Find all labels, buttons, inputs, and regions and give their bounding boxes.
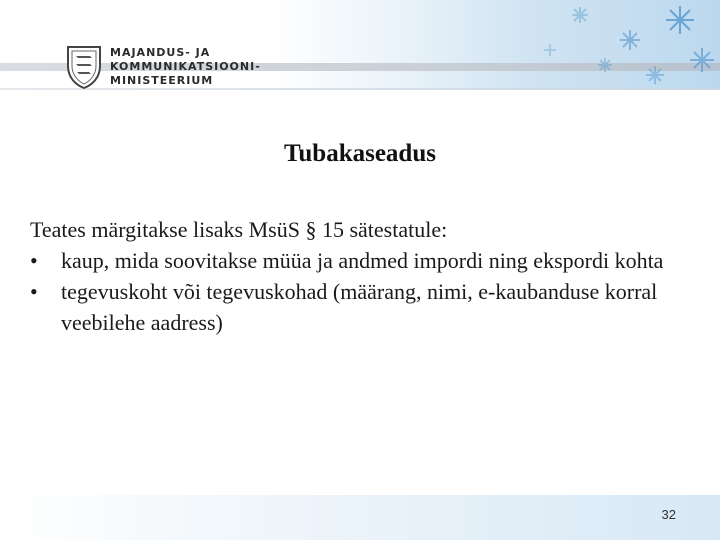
- bullet-text: kaup, mida soovitakse müüa ja andmed impordi ning ekspordi kohta: [61, 248, 664, 273]
- slide-title: Tubakaseadus: [284, 140, 436, 167]
- bullet-list: [30, 245, 690, 338]
- intro-text: Teates märgitakse lisaks MsüS § 15 sätestatule:: [30, 217, 448, 242]
- bullet-text: tegevuskoht või tegevuskohad (määrang, nimi, e-kaubanduse korral veebilehe aadress): [61, 279, 658, 335]
- snowflake-decoration-icon: [440, 0, 720, 90]
- ministry-name-line: MAJANDUS- JA: [110, 46, 211, 59]
- list-item: [30, 245, 690, 276]
- ministry-name: [110, 46, 261, 88]
- ministry-name-line: MINISTEERIUM: [110, 74, 214, 87]
- coat-of-arms-icon: [64, 44, 104, 90]
- slide-title-container: [0, 140, 720, 168]
- page-number: 32: [661, 507, 676, 522]
- bullet-icon: •: [30, 248, 38, 273]
- list-item: [30, 276, 690, 338]
- bullet-icon: •: [30, 279, 38, 304]
- footer-band: [0, 495, 720, 540]
- ministry-name-line: KOMMUNIKATSIOONI-: [110, 60, 261, 73]
- slide-body: [30, 214, 690, 338]
